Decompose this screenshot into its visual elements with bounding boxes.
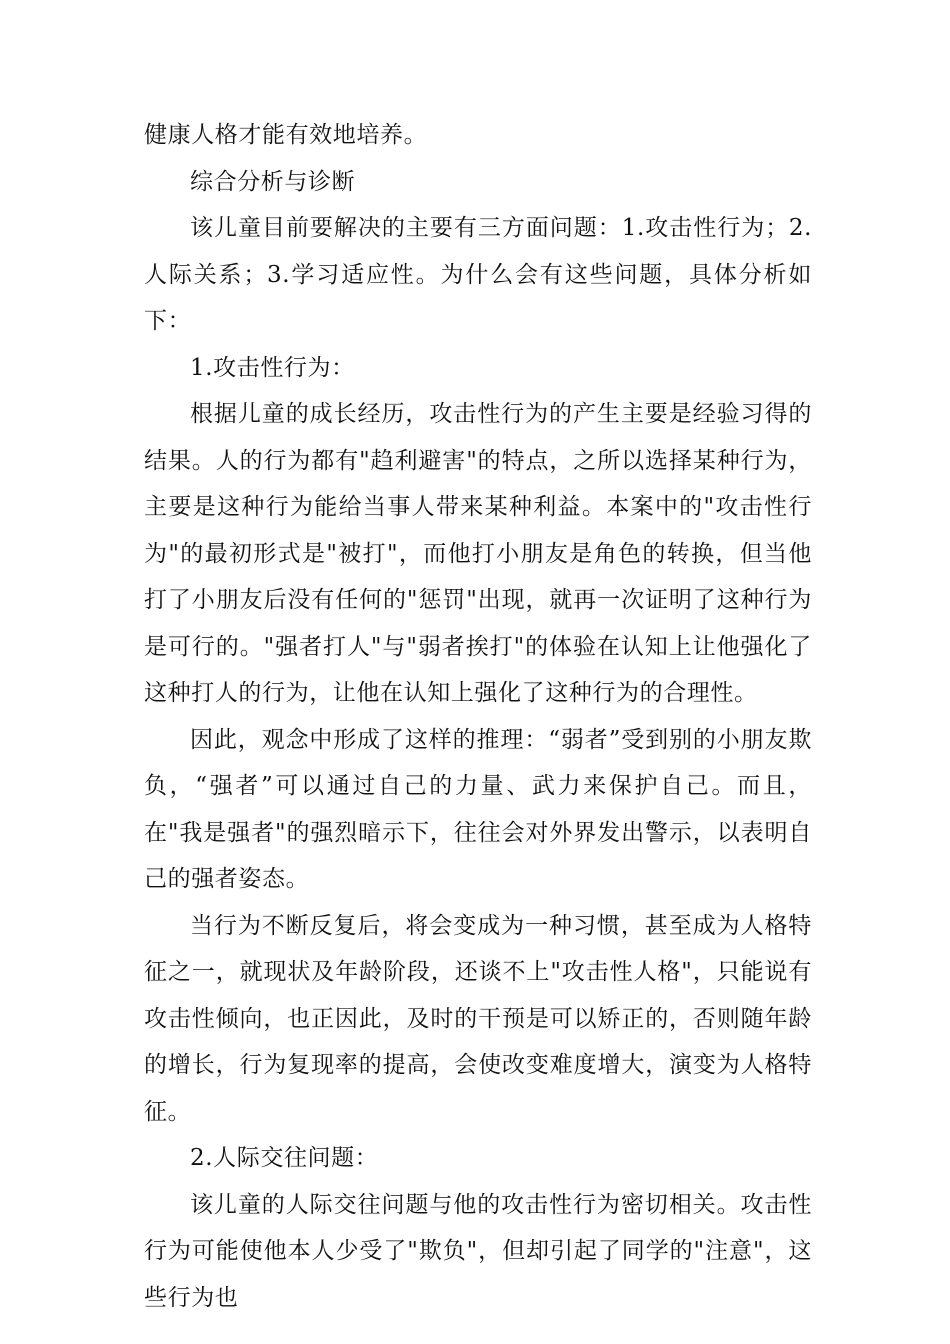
document-body (144, 112, 812, 1321)
paragraph-interpersonal: 该儿童的人际交往问题与他的攻击性行为密切相关。攻击性行为可能使他本人少受了"欺负"，但却引起了同学的"注意"，这些行为也 (144, 1191, 812, 1311)
subheading-aggressive-behavior: 1.攻击性行为： (190, 354, 355, 381)
subheading-interpersonal: 2.人际交往问题： (190, 1145, 379, 1171)
paragraph-reasoning: 因此，观念中形成了这样的推理：“弱者”受到别的小朋友欺负，“强者”可以通过自己的力量、武力来保护自己。而且，在"我是强者"的强烈暗示下，往往会对外界发出警示，以表明自己的强者姿态。 (144, 726, 812, 892)
paragraph-habit-formation: 当行为不断反复后，将会变成为一种习惯，甚至成为人格特征之一，就现状及年龄阶段，还谈不上"攻击性人格"，只能说有攻击性倾向，也正因此，及时的干预是可以矫正的，否则随年龄的增长，行为复现率的提高，会使改变难度增大，演变为人格特征。 (144, 912, 812, 1125)
section-heading: 综合分析与诊断 (190, 168, 356, 195)
paragraph-continuation: 健康人格才能有效地培养。 (144, 122, 428, 148)
paragraph-aggression-origin: 根据儿童的成长经历，攻击性行为的产生主要是经验习得的结果。人的行为都有"趋利避害"的特点，之所以选择某种行为，主要是这种行为能给当事人带来某种利益。本案中的"攻击性行为"的最初形式是"被打"，而他打小朋友是角色的转换，但当他打了小朋友后没有任何的"惩罚"出现，就再一次证明了这种行为是可行的。"强者打人"与"弱者挨打"的体验在认知上让他强化了这种打人的行为，让他在认知上强化了这种行为的合理性。 (144, 401, 812, 706)
paragraph-problems-overview: 该儿童目前要解决的主要有三方面问题：1.攻击性行为；2.人际关系；3.学习适应性。为什么会有这些问题，具体分析如下： (144, 215, 812, 334)
